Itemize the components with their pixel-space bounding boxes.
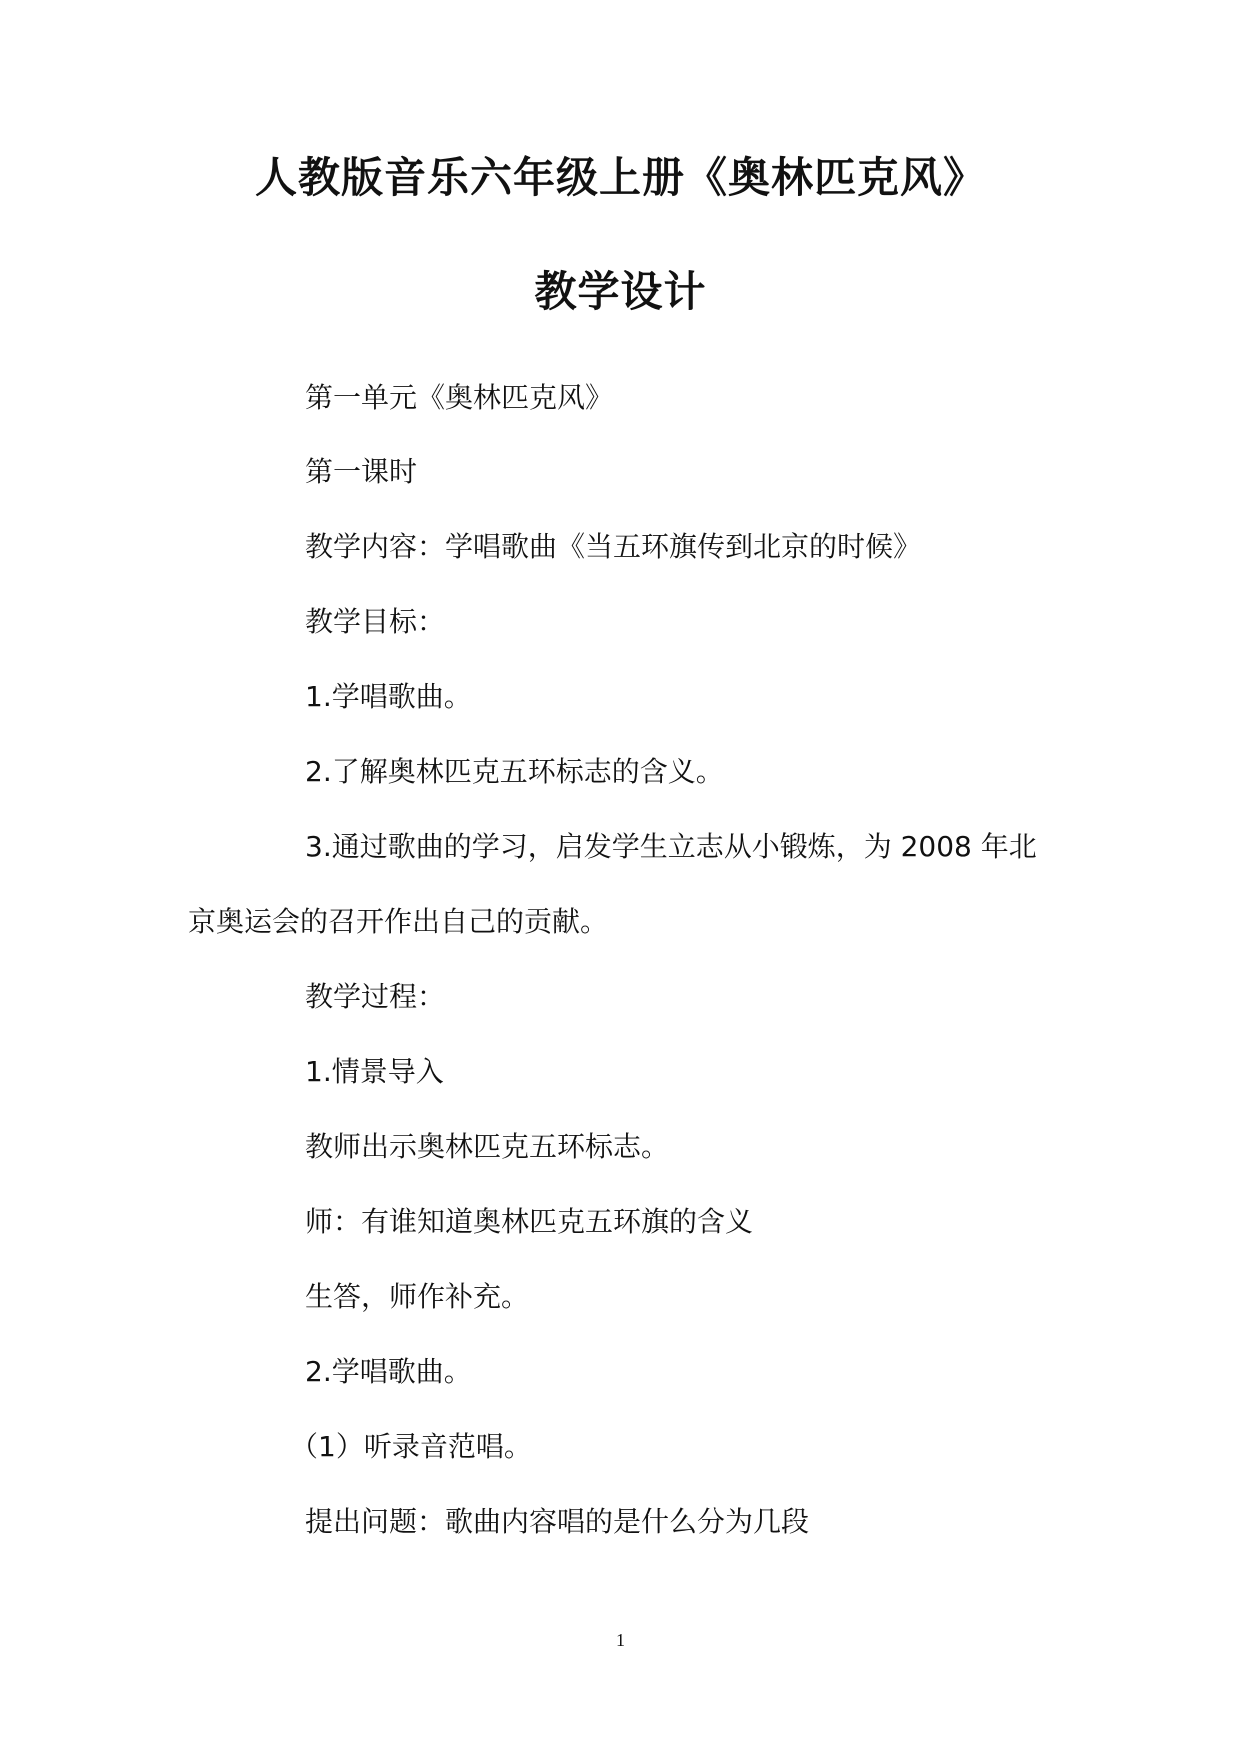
document-title-line-2: 教学设计 bbox=[534, 267, 707, 316]
process-step-2: 2.学唱歌曲。 bbox=[305, 1355, 472, 1388]
teaching-goals-heading: 教学目标： bbox=[305, 605, 446, 638]
goal-item-2: 2.了解奥林匹克五环标志的含义。 bbox=[305, 755, 724, 788]
unit-heading: 第一单元《奥林匹克风》 bbox=[305, 381, 614, 414]
goal-item-3: 3.通过歌曲的学习，启发学生立志从小锻炼，为 2008 年北 bbox=[305, 830, 1037, 863]
process-text-2: 师：有谁知道奥林匹克五环旗的含义 bbox=[305, 1205, 754, 1238]
lesson-period: 第一课时 bbox=[305, 455, 418, 488]
process-text-1: 教师出示奥林匹克五环标志。 bbox=[305, 1130, 670, 1163]
process-step-1: 1.情景导入 bbox=[305, 1055, 444, 1088]
page-number: 1 bbox=[616, 1630, 625, 1650]
process-question: 提出问题：歌曲内容唱的是什么分为几段 bbox=[305, 1505, 810, 1538]
goal-item-3-continuation: 京奥运会的召开作出自己的贡献。 bbox=[188, 905, 609, 938]
teaching-process-heading: 教学过程： bbox=[305, 980, 446, 1013]
goal-item-1: 1.学唱歌曲。 bbox=[305, 680, 472, 713]
teaching-content: 教学内容：学唱歌曲《当五环旗传到北京的时候》 bbox=[305, 530, 922, 563]
document-title-line-1: 人教版音乐六年级上册《奥林匹克风》 bbox=[254, 153, 986, 202]
process-substep-1: （1）听录音范唱。 bbox=[290, 1430, 532, 1463]
process-text-3: 生答，师作补充。 bbox=[305, 1280, 530, 1313]
